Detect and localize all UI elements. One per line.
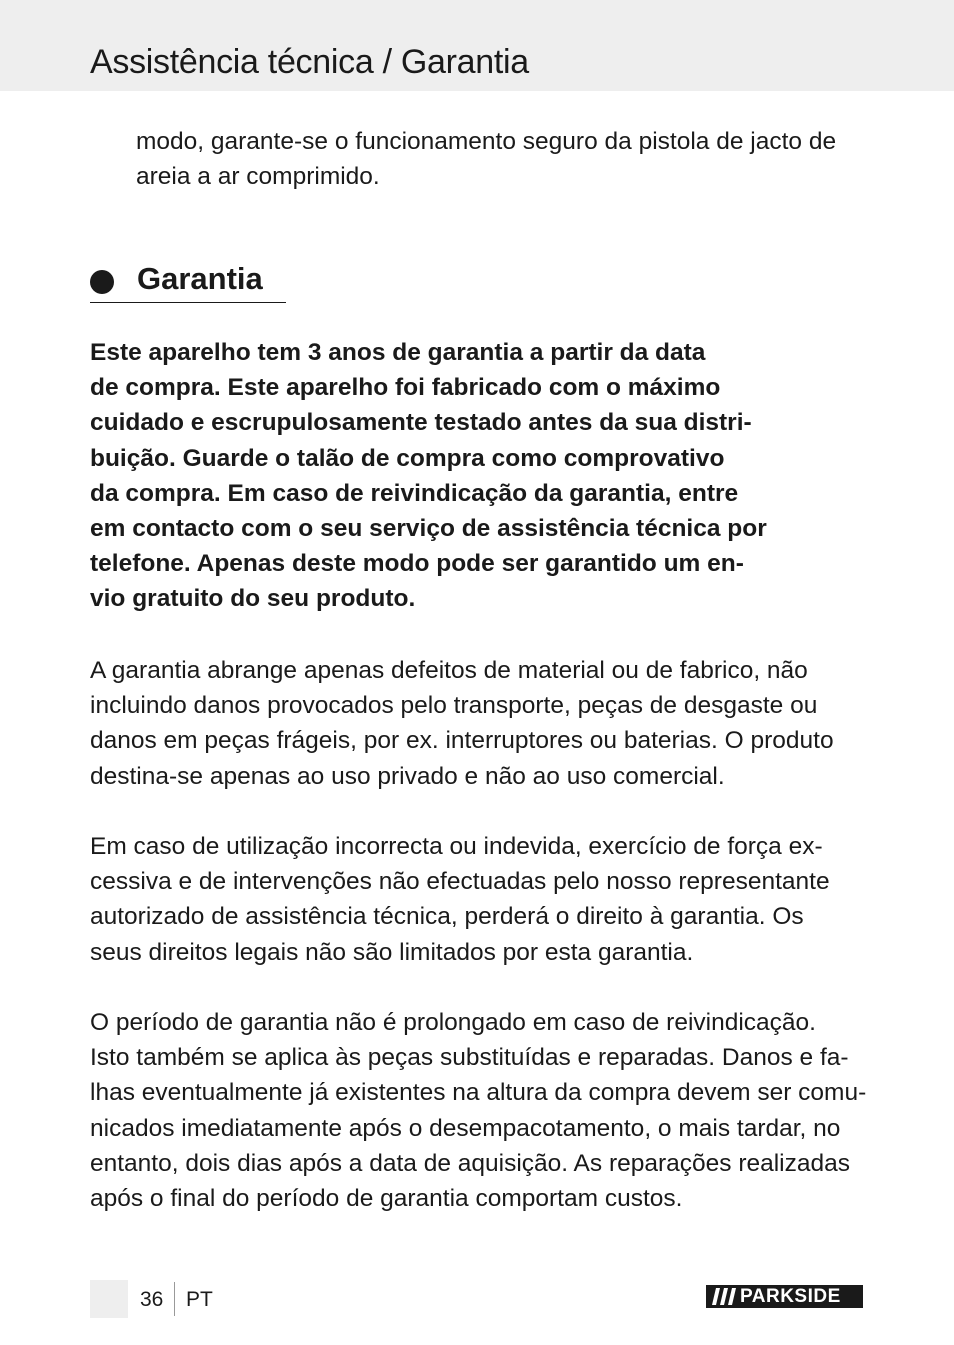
text-line: nicados imediatamente após o desempacotamento, o mais tardar, no [90, 1114, 841, 1142]
text-line: seus direitos legais não são limitados por esta garantia. [90, 938, 694, 966]
text-line: A garantia abrange apenas defeitos de material ou de fabrico, não [90, 657, 808, 684]
text-line: destina-se apenas ao uso privado e não ao uso comercial. [90, 762, 725, 790]
footer-marker-box [90, 1280, 128, 1318]
text-line: vio gratuito do seu produto. [90, 585, 416, 613]
page-number: 36 [140, 1288, 164, 1311]
page-header [0, 0, 954, 91]
text-line: cessiva e de intervenções não efectuadas pelo nosso representante [90, 868, 830, 896]
text-line: O período de garantia não é prolongado em caso de reivindicação. [90, 1009, 816, 1036]
text-line: entanto, dois dias após a data de aquisição. As reparações realizadas [90, 1149, 851, 1177]
footer-divider [174, 1282, 175, 1316]
text-line: da compra. Em caso de reivindicação da garantia, entre [90, 479, 739, 507]
text-line: buição. Guarde o talão de compra como comprovativo [90, 444, 725, 472]
text-line: incluindo danos provocados pelo transporte, peças de desgaste ou [90, 692, 818, 720]
text-line: Isto também se aplica às peças substituídas e reparadas. Danos e fa- [90, 1044, 849, 1072]
section-heading [90, 258, 286, 303]
logo-stripes-icon [710, 1285, 742, 1308]
section-heading-text: Garantia [137, 261, 263, 296]
text-line: Em caso de utilização incorrecta ou indevida, exercício de força ex- [90, 833, 823, 860]
bullet-icon [90, 270, 114, 294]
brand-name: PARKSIDE [740, 1286, 841, 1307]
coverage-paragraph [90, 653, 860, 794]
brand-logo [706, 1285, 863, 1308]
misuse-paragraph [90, 829, 860, 970]
text-line: areia a ar comprimido. [136, 163, 380, 191]
text-line: lhas eventualmente já existentes na altura da compra devem ser comu- [90, 1079, 867, 1107]
text-line: após o final do período de garantia comportam custos. [90, 1185, 683, 1213]
text-line: cuidado e escrupulosamente testado antes da sua distri- [90, 409, 752, 437]
text-line: de compra. Este aparelho foi fabricado com o máximo [90, 374, 721, 402]
warranty-summary-paragraph [90, 335, 860, 617]
language-code: PT [186, 1288, 213, 1311]
text-line: em contacto com o seu serviço de assistência técnica por [90, 515, 767, 543]
page-title: Assistência técnica / Garantia [90, 43, 529, 81]
text-line: modo, garante-se o funcionamento seguro da pistola de jacto de [136, 128, 837, 155]
text-line: danos em peças frágeis, por ex. interruptores ou baterias. O produto [90, 727, 834, 755]
text-line: autorizado de assistência técnica, perderá o direito à garantia. Os [90, 903, 804, 931]
text-line: Este aparelho tem 3 anos de garantia a partir da data [90, 339, 706, 366]
continuation-paragraph [136, 124, 866, 194]
text-line: telefone. Apenas deste modo pode ser garantido um en- [90, 550, 744, 578]
warranty-period-paragraph [90, 1005, 865, 1216]
